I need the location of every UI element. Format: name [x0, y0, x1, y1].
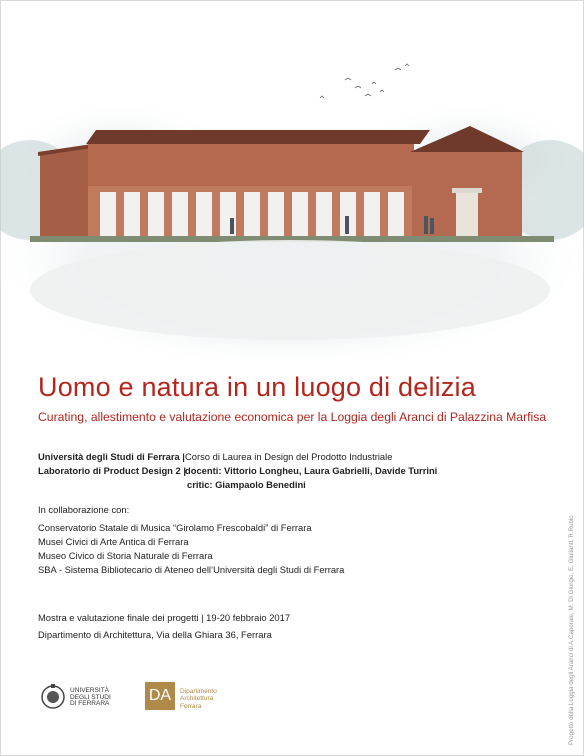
university-logo-text: UNIVERSITÀ DEGLI STUDI DI FERRARA	[70, 687, 111, 707]
lab-line: Laboratorio di Product Design 2 |	[38, 465, 186, 476]
critic-line: critic: Giampaolo Benedini	[187, 479, 306, 490]
teachers-line: docenti: Vittorio Longheu, Laura Gabrielli, Davide Turrini	[185, 465, 438, 476]
side-credit: Progetto della Loggia degli Aranci di A.Caporale, M. Di Giorgio, E. Giulianti, R.Rubio	[568, 515, 575, 745]
collab-item: Conservatorio Statale di Musica “Girolamo Frescobaldi” di Ferrara	[38, 522, 312, 533]
page-subtitle: Curating, allestimento e valutazione economica per la Loggia degli Aranci di Palazzina Marfisa	[38, 410, 547, 424]
collab-item: Museo Civico di Storia Naturale di Ferrara	[38, 550, 213, 561]
collab-item: Musei Civici di Arte Antica di Ferrara	[38, 536, 189, 547]
collab-item: SBA - Sistema Bibliotecario di Ateneo dell’Università degli Studi di Ferrara	[38, 564, 345, 575]
loggia-drawing	[0, 40, 584, 360]
department-logo: DA	[145, 682, 175, 710]
department-logo-text: Dipartimento Architettura Ferrara	[180, 688, 217, 710]
event-line: Mostra e valutazione finale dei progetti | 19-20 febbraio 2017	[38, 612, 291, 623]
collab-heading: In collaborazione con:	[38, 504, 130, 515]
university-crest-icon	[40, 682, 66, 712]
location-line: Dipartimento di Architettura, Via della Ghiara 36, Ferrara	[38, 629, 272, 640]
university-logo	[40, 682, 66, 717]
course-line: Corso di Laurea in Design del Prodotto Industriale	[185, 451, 393, 462]
building-illustration	[0, 40, 584, 360]
page-title: Uomo e natura in un luogo di delizia	[38, 372, 476, 402]
university-line: Università degli Studi di Ferrara |	[38, 451, 185, 462]
